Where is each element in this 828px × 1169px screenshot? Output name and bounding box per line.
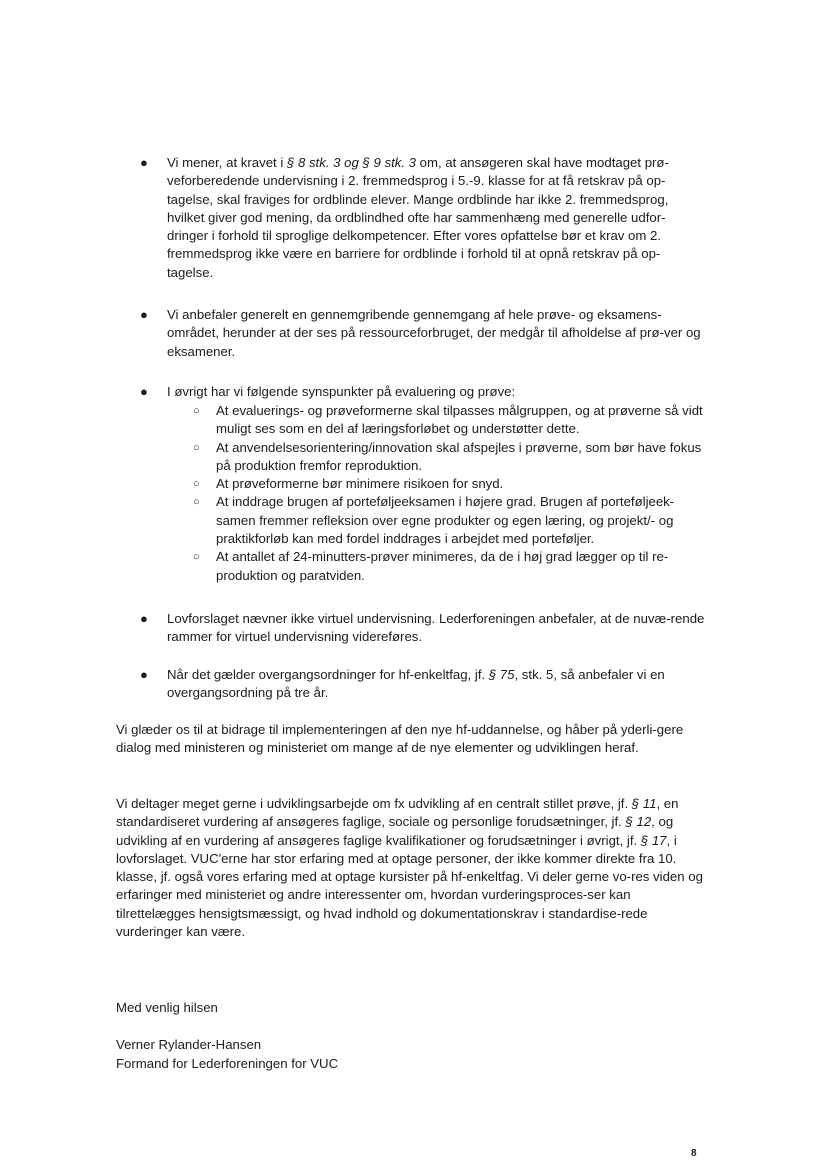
sub-list-item <box>193 402 706 439</box>
text-segment: Vi deltager meget gerne i udviklingsarbejde om fx udvikling af en centralt stillet prøve, jf. <box>116 796 632 811</box>
body-paragraph <box>116 795 706 941</box>
circle-bullet-icon: ○ <box>193 478 200 491</box>
bullet-text <box>167 383 706 401</box>
sub-item-text: At antallet af 24-minutters-prøver minimeres, da de i høj grad lægger op til re-produktion og paratviden. <box>216 549 669 583</box>
text-segment: om, at ansøgeren skal have modtaget prø-veforberedende undervisning i 2. fremmedsprog i 5.-9. klasse for at få retskrav på op-tagelse, skal fraviges for ordblinde elever. Mange ordblinde har ikke 2. fremmedsprog, hvilket giver god mening, da ordblindhed ofte har sammenhæng med generelle udfor-dringer i forhold til sproglige delkompetencer. Efter vores opfattelse bør et krav om 2. fremmedsprog ikke være en barriere for ordblinde i forhold til at opnå retskrav på op-tagelse. <box>167 155 669 280</box>
circle-bullet-icon: ○ <box>193 551 200 564</box>
sub-item-text: At anvendelsesorientering/innovation skal afspejles i prøverne, som bør have fokus på produktion fremfor reproduktion. <box>216 439 702 473</box>
bullet-text <box>167 610 706 647</box>
text-segment: Vi mener, at kravet i <box>167 155 287 170</box>
text-segment: , stk. 5, så anbefaler vi en overgangsordning på tre år. <box>167 667 665 701</box>
bullet-dot: ● <box>140 667 148 682</box>
italic-reference: § 12 <box>625 814 652 830</box>
text-segment: , og udvikling af en vurdering af ansøgeres faglige kvalifikationer og forudsætninger i øvrigt, jf. <box>116 814 674 848</box>
body-paragraph: Vi glæder os til at bidrage til implementeringen af den nye hf-uddannelse, og håber på yderli-gere dialog med ministeren og ministeriet om mange af de nye elementer og udviklingen heraf. <box>116 722 684 756</box>
sub-item-text: At prøveformerne bør minimere risikoen for snyd. <box>216 476 504 492</box>
text-segment: , en standardiseret vurdering af ansøgeres faglige, sociale og personlige forudsætninger, jf. <box>116 796 679 830</box>
sub-list-item <box>193 493 706 548</box>
italic-reference: § 75 <box>488 667 515 682</box>
bullet-text <box>167 154 706 282</box>
italic-reference: § 8 stk. 3 og § 9 stk. 3 <box>286 155 416 170</box>
bullet-dot: ● <box>140 384 148 399</box>
sub-item-text: At evaluerings- og prøveformerne skal tilpasses målgruppen, og at prøverne så vidt muligt ses som en del af læringsforløbet og understøtter dette. <box>216 403 703 437</box>
bullet-dot: ● <box>140 307 148 322</box>
circle-bullet-icon: ○ <box>193 496 200 509</box>
page-number: 8 <box>691 1148 697 1159</box>
text-segment: Vi anbefaler generelt en gennemgribende gennemgang af hele prøve- og eksamens-området, herunder at der ses på ressourceforbruget, der medgår til afholdelse af prø-ver og eksamener. <box>167 307 701 359</box>
sub-list-item <box>193 439 706 476</box>
circle-bullet-icon: ○ <box>193 405 200 417</box>
sub-list-item <box>193 475 706 493</box>
circle-bullet-icon: ○ <box>193 441 200 454</box>
text-segment: I øvrigt har vi følgende synspunkter på evaluering og prøve: <box>167 384 516 399</box>
italic-reference: § 17 <box>640 832 667 848</box>
bullet-text <box>167 666 706 703</box>
bullet-text <box>167 306 706 361</box>
signature-title: Formand for Lederforeningen for VUC <box>116 1056 339 1071</box>
text-segment: Lovforslaget nævner ikke virtuel undervisning. Lederforeningen anbefaler, at de nuvæ-rende rammer for virtuel undervisning videreføres. <box>167 611 705 645</box>
italic-reference: § 11 <box>631 796 657 811</box>
sub-list-item <box>193 548 706 585</box>
text-segment: Når det gælder overgangsordninger for hf-enkeltfag, jf. <box>167 667 489 682</box>
text-segment: , i lovforslaget. VUC'erne har stor erfaring med at optage personer, der ikke kommer direkte fra 10. klasse, jf. også vores erfaring med at optage kursister på hf-enkeltfag. Vi deler gerne vo-res viden og erfaringer med ministeriet og andre interessenter om, hvordan vurderingsproces-ser kan tilrettelægges hensigtsmæssigt, og hvad indhold og dokumentationskrav i standardise-rede vurderinger kan være. <box>116 832 703 940</box>
closing-greeting: Med venlig hilsen <box>116 1000 218 1015</box>
signature-name: Verner Rylander-Hansen <box>116 1037 262 1052</box>
bullet-dot: ● <box>140 155 148 170</box>
sub-list <box>193 402 706 585</box>
bullet-dot: ● <box>140 611 148 626</box>
sub-item-text: At inddrage brugen af porteføljeeksamen i højere grad. Brugen af porteføljeek-samen fremmer refleksion over egne produkter og egen læring, og projekt/- og praktikforløb kan med fordel inddrages i arbejdet med porteføljer. <box>216 494 675 547</box>
